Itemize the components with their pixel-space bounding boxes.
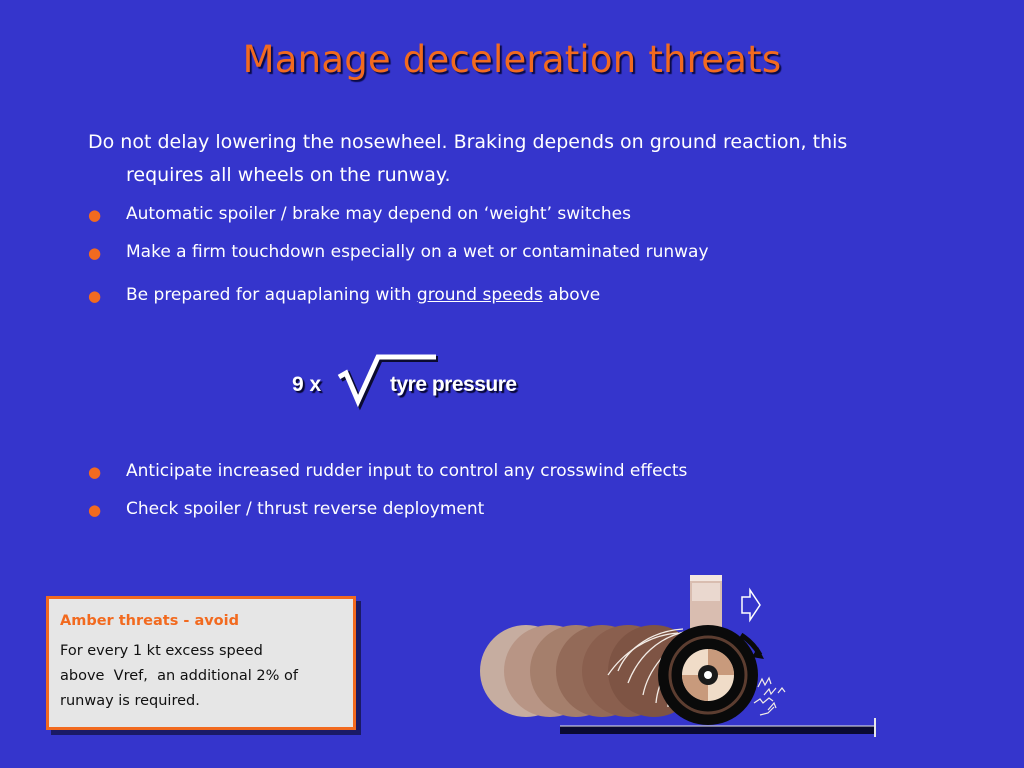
bullet-dot-icon: ● — [88, 287, 102, 305]
bullet-text — [126, 285, 600, 305]
bullet-dot-icon: ● — [88, 501, 102, 519]
aquaplaning-formula — [290, 345, 540, 415]
ground-speeds-link[interactable]: ground speeds — [416, 285, 543, 305]
bullet-dot-icon: ● — [88, 244, 102, 262]
bullet-prefix: Be prepared for aquaplaning with — [126, 285, 417, 305]
bullet-text: Automatic spoiler / brake may depend on ‘weight’ switches — [126, 204, 631, 224]
bullet-suffix: above — [542, 285, 601, 305]
slide-title: Manage deceleration threats — [242, 38, 782, 81]
callout-heading: Amber threats - avoid — [60, 613, 239, 629]
bullet-text: Check spoiler / thrust reverse deployment — [126, 499, 485, 519]
rolling-wheel-illustration — [478, 575, 878, 740]
bullet-text: Anticipate increased rudder input to control any crosswind effects — [126, 461, 688, 481]
right-arrow-icon — [742, 590, 760, 620]
runway-strip — [560, 726, 876, 734]
amber-threats-callout — [46, 596, 356, 730]
bullet-text: Make a firm touchdown especially on a wet or contaminated runway — [126, 242, 709, 262]
formula-multiplier: 9 x — [292, 373, 322, 396]
splash-marks — [754, 678, 785, 715]
intro-paragraph: Do not delay lowering the nosewheel. Braking depends on ground reaction, this requires all wheels on the runway. — [88, 131, 848, 186]
formula-term: tyre pressure — [390, 373, 517, 396]
bullet-dot-icon: ● — [88, 463, 102, 481]
bullet-dot-icon: ● — [88, 206, 102, 224]
callout-body: For every 1 kt excess speed above Vref, an additional 2% of runway is required. — [60, 643, 298, 709]
